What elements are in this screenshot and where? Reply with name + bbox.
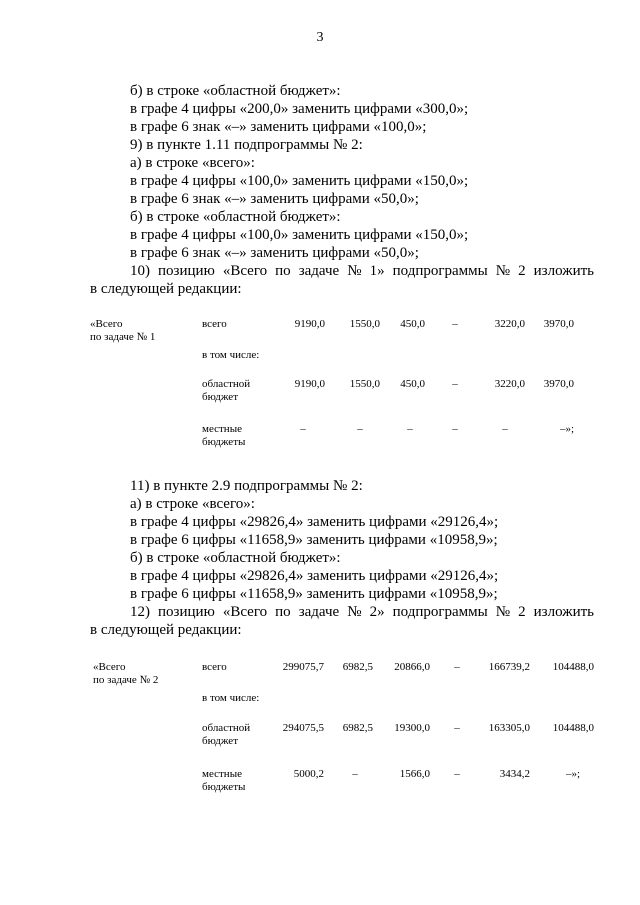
row-name: местные bbox=[202, 768, 242, 780]
word: № bbox=[347, 604, 362, 620]
word: «Всего bbox=[222, 604, 268, 620]
table-cell: 299075,7 bbox=[282, 661, 324, 673]
word: 10) bbox=[130, 263, 150, 279]
table-cell: 3970,0 bbox=[543, 378, 574, 390]
text-line: в графе 6 цифры «11658,9» заменить цифрами «10958,9»; bbox=[130, 586, 498, 602]
table-cell: 9190,0 bbox=[294, 378, 325, 390]
text-line: 11) в пункте 2.9 подпрограммы № 2: bbox=[130, 478, 363, 494]
row-name: в том числе: bbox=[202, 349, 260, 361]
table-cell: 163305,0 bbox=[488, 722, 530, 734]
table-cell: 6982,5 bbox=[342, 661, 373, 673]
word: № bbox=[495, 604, 511, 620]
text-line: а) в строке «всего»: bbox=[130, 496, 255, 512]
table-cell: 3220,0 bbox=[494, 318, 525, 330]
text-line: в графе 4 цифры «100,0» заменить цифрами «150,0»; bbox=[130, 227, 469, 243]
table-cell: 1550,0 bbox=[349, 378, 380, 390]
word: позицию bbox=[158, 604, 215, 620]
text-line: в графе 4 цифры «29826,4» заменить цифрами «29126,4»; bbox=[130, 568, 499, 584]
table-label: «Всего bbox=[93, 661, 126, 673]
table-cell: 1550,0 bbox=[349, 318, 380, 330]
table-cell: – bbox=[300, 423, 306, 435]
word: 2» bbox=[369, 604, 385, 620]
word: изложить bbox=[533, 604, 594, 620]
row-name: бюджет bbox=[202, 735, 238, 747]
word: изложить bbox=[533, 263, 594, 279]
text-line: б) в строке «областной бюджет»: bbox=[130, 550, 341, 566]
word: 12) bbox=[130, 604, 150, 620]
table-cell: 1566,0 bbox=[399, 768, 430, 780]
table-cell: 450,0 bbox=[400, 378, 425, 390]
justified-line bbox=[130, 262, 594, 280]
table-cell: 104488,0 bbox=[552, 722, 594, 734]
row-name: областной bbox=[202, 722, 251, 734]
text-line: в следующей редакции: bbox=[90, 622, 242, 638]
word: подпрограммы bbox=[392, 263, 488, 279]
justified-line bbox=[130, 603, 594, 621]
table-cell: – bbox=[454, 722, 460, 734]
row-name: всего bbox=[202, 318, 227, 330]
table-label: по задаче № 2 bbox=[93, 674, 159, 686]
word: задаче bbox=[298, 604, 340, 620]
table-cell: –»; bbox=[559, 423, 574, 435]
word: 1» bbox=[369, 263, 385, 279]
row-name: бюджеты bbox=[202, 781, 246, 793]
word: подпрограммы bbox=[392, 604, 488, 620]
row-name: всего bbox=[202, 661, 227, 673]
table-cell: – bbox=[357, 423, 363, 435]
word: по bbox=[275, 263, 291, 279]
word: по bbox=[275, 604, 291, 620]
row-name: бюджеты bbox=[202, 436, 246, 448]
table-cell: – bbox=[452, 378, 458, 390]
table-cell: 5000,2 bbox=[293, 768, 324, 780]
table-cell: – bbox=[502, 423, 508, 435]
table-cell: 3970,0 bbox=[543, 318, 574, 330]
text-line: а) в строке «всего»: bbox=[130, 155, 255, 171]
text-line: в графе 6 знак «–» заменить цифрами «50,0»; bbox=[130, 245, 419, 261]
table-cell: – bbox=[352, 768, 358, 780]
table-cell: – bbox=[454, 768, 460, 780]
table-cell: 294075,5 bbox=[282, 722, 324, 734]
word: «Всего bbox=[222, 263, 268, 279]
text-line: в графе 4 цифры «200,0» заменить цифрами «300,0»; bbox=[130, 101, 469, 117]
text-line: в графе 6 знак «–» заменить цифрами «100,0»; bbox=[130, 119, 427, 135]
table-cell: 450,0 bbox=[400, 318, 425, 330]
text-line: б) в строке «областной бюджет»: bbox=[130, 83, 341, 99]
text-line: в следующей редакции: bbox=[90, 281, 242, 297]
text-line: в графе 6 цифры «11658,9» заменить цифрами «10958,9»; bbox=[130, 532, 498, 548]
table-cell: – bbox=[454, 661, 460, 673]
table-cell: 9190,0 bbox=[294, 318, 325, 330]
table-cell: 20866,0 bbox=[394, 661, 430, 673]
table-label: по задаче № 1 bbox=[90, 331, 156, 343]
text-line: в графе 6 знак «–» заменить цифрами «50,0»; bbox=[130, 191, 419, 207]
word: 2 bbox=[518, 263, 526, 279]
text-line: 9) в пункте 1.11 подпрограммы № 2: bbox=[130, 137, 363, 153]
word: № bbox=[495, 263, 511, 279]
text-line: в графе 4 цифры «100,0» заменить цифрами «150,0»; bbox=[130, 173, 469, 189]
word: 2 bbox=[518, 604, 526, 620]
word: задаче bbox=[298, 263, 340, 279]
table-cell: – bbox=[452, 318, 458, 330]
text-line: б) в строке «областной бюджет»: bbox=[130, 209, 341, 225]
table-cell: 3434,2 bbox=[499, 768, 530, 780]
table-cell: – bbox=[452, 423, 458, 435]
row-name: бюджет bbox=[202, 391, 238, 403]
word: № bbox=[347, 263, 362, 279]
table-cell: – bbox=[407, 423, 413, 435]
table-cell: 19300,0 bbox=[394, 722, 430, 734]
word: позицию bbox=[158, 263, 215, 279]
row-name: областной bbox=[202, 378, 251, 390]
table-cell: 166739,2 bbox=[488, 661, 530, 673]
row-name: в том числе: bbox=[202, 692, 260, 704]
table-label: «Всего bbox=[90, 318, 123, 330]
table-cell: 3220,0 bbox=[494, 378, 525, 390]
text-line: в графе 4 цифры «29826,4» заменить цифрами «29126,4»; bbox=[130, 514, 499, 530]
table-cell: 104488,0 bbox=[552, 661, 594, 673]
row-name: местные bbox=[202, 423, 242, 435]
page-number: 3 bbox=[316, 30, 324, 45]
table-cell: 6982,5 bbox=[342, 722, 373, 734]
table-cell: –»; bbox=[565, 768, 580, 780]
